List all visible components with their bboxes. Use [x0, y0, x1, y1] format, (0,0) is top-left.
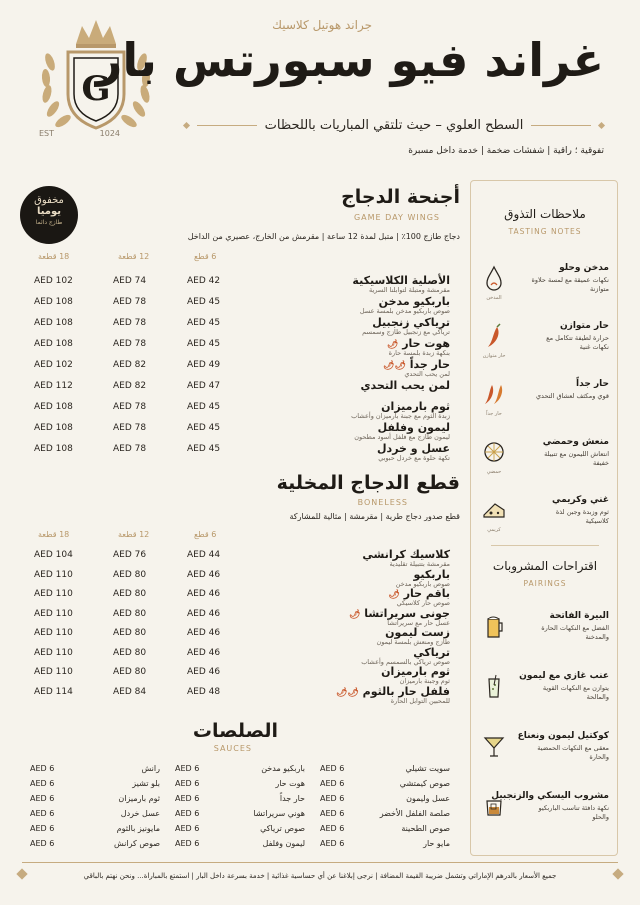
tasting-note	[477, 321, 609, 379]
menu-item-row	[30, 274, 450, 295]
price-12: AED 78	[113, 297, 147, 307]
price-18: AED 108	[34, 318, 73, 328]
item-name: باقم حار 🌶	[388, 587, 450, 600]
item-name: ثوم بارميزان	[381, 665, 450, 678]
price-12: AED 82	[113, 381, 147, 391]
sauce-name: هوني سريراتشا	[253, 809, 305, 818]
price-6: AED 46	[187, 608, 221, 619]
menu-item-row	[30, 587, 450, 608]
price-6: AED 47	[187, 381, 221, 391]
price-6: AED 45	[187, 444, 221, 454]
note-title: حار جداً	[576, 379, 609, 389]
item-name: ثوم بارميزان	[381, 400, 450, 413]
sauce-price: AED 6	[30, 839, 55, 848]
item-description: صوص ترياكي بالسمسم وأعشاب	[361, 657, 450, 666]
menu-item-row	[30, 646, 450, 667]
pairing-description: يتوازن مع النكهات القوية والمالحة	[542, 684, 609, 701]
price-18: AED 112	[34, 381, 73, 391]
price-12: AED 80	[113, 628, 147, 638]
item-name: باربكيو مدخن	[378, 295, 450, 308]
price-6: AED 46	[187, 647, 221, 658]
menu-item-row	[30, 421, 450, 442]
price-18: AED 108	[34, 402, 73, 412]
price-18: AED 102	[34, 360, 73, 370]
sauce-name: صوص ترياكي	[260, 824, 305, 833]
sauce-name: مايو حار	[423, 839, 450, 848]
price-18: AED 110	[34, 569, 73, 580]
sauce-price: AED 6	[175, 839, 200, 848]
menu-item-row	[30, 358, 450, 379]
price-12: AED 78	[113, 339, 147, 349]
chili-icon: 🌶	[348, 609, 361, 620]
sauce-name: ليمون وفلفل	[262, 839, 305, 848]
sauce-price: AED 6	[320, 824, 345, 833]
sauce-name: ثوم بارميزان	[118, 794, 160, 803]
sauces-title: الصلصات	[192, 720, 278, 742]
menu-item-row	[30, 316, 450, 337]
pairing-description: معقى مع النكهات الحمضية والحارة	[537, 744, 609, 761]
beer-glass-icon	[481, 611, 507, 641]
col-head-12: 12 قطعة	[118, 530, 150, 539]
menu-item-row	[30, 685, 450, 706]
tagline: السطح العلوي – حيث تلتقي المباريات باللحظات	[264, 118, 524, 133]
sauce-name: باربكيو مدخن	[261, 764, 305, 773]
item-description: مقرمشة بتتبيلة تقليدية	[389, 560, 450, 568]
cheese-icon	[481, 495, 507, 525]
item-name: لمن يحب التحدي	[360, 379, 450, 392]
smoke-drop-icon	[481, 263, 507, 293]
chili-icon: 🌶	[386, 340, 399, 350]
sauce-price: AED 6	[320, 779, 345, 788]
item-description: ثوم وجبنة بارميزان	[399, 677, 450, 685]
note-description: انتعاش الليمون مع تتبيلة خفيفة	[544, 450, 609, 467]
item-description: للمحبين التوابل الحارة	[390, 696, 450, 705]
brand-subtitle: جراند هوتيل كلاسيك	[272, 18, 372, 32]
price-12: AED 78	[113, 423, 147, 433]
col-head-12: 12 قطعة	[118, 252, 150, 261]
item-name: جونى سريراتشا 🌶	[348, 606, 450, 620]
sauce-name: هوت حار	[275, 779, 305, 788]
price-18: AED 108	[34, 339, 73, 349]
sauce-price: AED 6	[30, 809, 55, 818]
soda-glass-icon	[481, 671, 507, 701]
chili-icon: 🌶🌶	[383, 361, 406, 371]
menu-item-row	[30, 548, 450, 569]
sauce-item	[175, 839, 305, 853]
menu-item-row	[30, 379, 450, 400]
item-description: ليمون طازج مع فلفل أسود مطحون	[354, 433, 450, 441]
sauce-item	[30, 824, 160, 838]
sauces-subtitle: SAUCES	[213, 744, 252, 753]
item-name: فلفل حار بالثوم 🌶🌶	[335, 684, 450, 698]
menu-item-row	[30, 295, 450, 316]
price-6: AED 45	[187, 297, 221, 307]
sauce-name: عسل وليمون	[406, 794, 450, 803]
whisky-glass-icon	[481, 791, 507, 821]
menu-item-row	[30, 665, 450, 686]
item-description: صوص باربكيو مدخن بلمسة عسل	[359, 307, 450, 315]
icon-label: حمضي	[486, 469, 502, 475]
sauce-item	[320, 764, 450, 778]
boneless-subtitle: BONELESS	[357, 498, 408, 507]
sauce-item	[320, 779, 450, 793]
tasting-note	[477, 437, 609, 495]
price-18: AED 108	[34, 423, 73, 433]
ornament-icon	[183, 122, 190, 129]
divider	[531, 125, 591, 126]
price-6: AED 45	[187, 423, 221, 433]
item-name: حار جداً 🌶🌶	[383, 358, 450, 371]
tasting-title: ملاحظات التذوق	[504, 207, 586, 221]
item-name: عسل و خردل	[377, 442, 450, 455]
price-18: AED 102	[34, 276, 73, 286]
pairing-title: عنب غازي مع ليمون	[519, 671, 609, 681]
sauce-price: AED 6	[175, 764, 200, 773]
note-title: حار متوازن	[559, 321, 609, 331]
item-name: هوت حار 🌶	[386, 337, 450, 350]
price-12: AED 78	[113, 402, 147, 412]
sauce-name: صوص كرانش	[113, 839, 160, 848]
badge-line-3: طازج دائما	[35, 219, 63, 226]
sauce-price: AED 6	[30, 794, 55, 803]
wings-title: أجنحة الدجاج	[341, 186, 460, 208]
chili-icon	[481, 321, 507, 351]
sauce-price: AED 6	[175, 779, 200, 788]
price-18: AED 110	[34, 628, 73, 638]
price-12: AED 80	[113, 667, 147, 677]
crest-year: 1024	[99, 129, 120, 138]
sauce-price: AED 6	[320, 764, 345, 773]
pairing-item	[477, 791, 609, 849]
boneless-description: قطع صدور دجاج طرية | مقرمشة | مثالية للمشاركة	[289, 512, 460, 521]
sauce-item	[320, 824, 450, 838]
item-name: الأصلية الكلاسيكية	[352, 274, 450, 287]
item-description: طازج ومنعش بلمسة ليمون	[376, 638, 450, 646]
note-description: ثوم وزبدة وجبن لذة كلاسيكية	[555, 508, 609, 525]
features-strip: تفوقية ؛ راقية | شفشات ضخمة | خدمة داخل مسبرة	[408, 146, 604, 156]
price-18: AED 110	[34, 608, 73, 619]
sauce-price: AED 6	[175, 824, 200, 833]
sauce-name: سويت تشيلي	[405, 764, 450, 773]
chili-icon: 🌶	[388, 590, 400, 600]
icon-label: كريمي	[487, 527, 501, 533]
price-12: AED 84	[113, 686, 147, 697]
sauce-price: AED 6	[30, 779, 55, 788]
item-description: ترياكي مع زنجبيل طازج وسمسم	[362, 328, 450, 336]
sauce-item	[30, 779, 160, 793]
item-description: صوص باربكيو مدخن	[395, 579, 450, 588]
pairing-title: كوكتيل ليمون ونعناع	[517, 731, 609, 741]
sauce-name: بلو تشيز	[132, 779, 160, 788]
sauce-name: صوص كيمتشي	[399, 779, 450, 788]
price-6: AED 45	[187, 318, 221, 328]
sauce-name: مايونيز بالثوم	[116, 824, 160, 833]
footer-note: جميع الأسعار بالدرهم الإماراتي وتشمل ضريبة القيمة المضافة | نرجى إبلاغنا عن أي حساسية غذائية | خدمة بسرعة داخل البار | استمتع بالمباراة... ونحن نهتم بالباقي	[83, 872, 557, 880]
pairing-description: الفضل مع النكهات الحارة والمدخنة	[541, 624, 609, 641]
note-title: غني وكريمي	[551, 495, 609, 505]
ornament-icon	[598, 122, 605, 129]
sauce-item	[320, 794, 450, 808]
sauce-item	[175, 824, 305, 838]
price-18: AED 110	[34, 667, 73, 677]
sauce-item	[30, 839, 160, 853]
tagline-row	[184, 118, 604, 133]
price-6: AED 48	[187, 686, 221, 697]
price-12: AED 80	[113, 608, 147, 619]
price-6: AED 46	[187, 569, 221, 580]
item-name: كلاسيك كرانشي	[362, 548, 450, 561]
item-description: مقرمشة ومتبلة لتوابلنا السرية	[369, 286, 450, 294]
sauce-name: صوص الطحينة	[401, 824, 450, 833]
divider	[197, 125, 257, 126]
pairings-subtitle: PAIRINGS	[523, 579, 567, 588]
sauce-name: حار جداً	[279, 794, 305, 803]
price-12: AED 80	[113, 569, 147, 580]
boneless-title: قطع الدجاج المخلية	[276, 472, 460, 494]
cocktail-glass-icon	[481, 731, 507, 761]
divider	[491, 545, 599, 546]
sauce-item	[175, 794, 305, 808]
item-description: عسل حار مع سريراتشا	[387, 618, 450, 627]
citrus-icon	[481, 437, 507, 467]
menu-item-row	[30, 337, 450, 358]
sauce-item	[175, 764, 305, 778]
sauce-price: AED 6	[30, 764, 55, 773]
price-6: AED 46	[187, 628, 221, 638]
note-description: قوي ومكثف لعشاق التحدي	[535, 392, 609, 400]
pairing-title: مشروب اليسكي والزنجبيل	[491, 791, 609, 801]
price-18: AED 108	[34, 297, 73, 307]
pairing-item	[477, 611, 609, 669]
sauce-name: صلصة الفلفل الأخضر	[379, 809, 450, 818]
sauce-item	[175, 809, 305, 823]
sauce-price: AED 6	[175, 809, 200, 818]
price-6: AED 42	[187, 276, 221, 286]
chili-icon: 🌶🌶	[335, 687, 359, 698]
note-description: نكهات عميقة مع لمسة حلاوة متوازنة	[531, 276, 609, 293]
icon-label: حار جداً	[486, 411, 502, 417]
price-12: AED 74	[113, 276, 147, 286]
price-12: AED 78	[113, 444, 147, 454]
sauce-item	[175, 779, 305, 793]
price-18: AED 114	[34, 686, 73, 697]
price-18: AED 104	[34, 550, 73, 560]
fresh-daily-badge	[20, 186, 78, 244]
side-panel	[470, 180, 618, 856]
icon-label: حار متوازن	[482, 353, 506, 359]
sauce-item	[320, 809, 450, 823]
price-12: AED 76	[113, 550, 147, 560]
sauce-price: AED 6	[175, 794, 200, 803]
price-12: AED 78	[113, 318, 147, 328]
col-head-18: 18 قطعة	[38, 530, 70, 539]
note-description: حرارة لطيفة تتكامل مع نكهات غنية	[546, 334, 609, 351]
pairing-item	[477, 671, 609, 729]
price-12: AED 80	[113, 647, 147, 658]
pairing-title: البيرة الفاتحة	[549, 611, 609, 621]
price-6: AED 49	[187, 360, 221, 370]
wings-subtitle: GAME DAY WINGS	[353, 213, 440, 222]
item-description: لمن يحب التحدي	[404, 370, 450, 378]
item-name: زست ليمون	[385, 626, 450, 639]
sauce-price: AED 6	[320, 839, 345, 848]
col-head-6: 6 قطع	[194, 530, 217, 539]
sauce-price: AED 6	[320, 809, 345, 818]
crest-est: EST	[38, 129, 54, 138]
brand-title: غراند فيو سبورتس بار	[95, 33, 604, 87]
badge-line-1: مخفوق	[34, 195, 64, 206]
pairing-description: نكهة دافئة تناسب الباربكيو والحلو	[538, 804, 609, 821]
price-18: AED 108	[34, 444, 73, 454]
menu-item-row	[30, 442, 450, 463]
sauce-item	[320, 839, 450, 853]
item-name: باربكيو	[413, 567, 450, 581]
menu-item-row	[30, 626, 450, 647]
menu-item-row	[30, 607, 450, 628]
price-6: AED 45	[187, 402, 221, 412]
item-name: ترياكي	[413, 645, 450, 659]
col-head-18: 18 قطعة	[38, 252, 70, 261]
pairing-item	[477, 731, 609, 789]
price-6: AED 46	[187, 589, 221, 599]
sauce-item	[30, 764, 160, 778]
menu-item-row	[30, 400, 450, 421]
price-12: AED 82	[113, 360, 147, 370]
sauce-item	[30, 809, 160, 823]
item-description: بنكهة زبدة بلمسة حارة	[388, 349, 450, 357]
item-description: تكهة حلوة مع خردل حبوبي	[378, 454, 450, 462]
note-title: مدخن وحلو	[559, 263, 609, 273]
sauce-name: رانش	[141, 764, 160, 773]
item-description: زبدة الثوم مع جبنة بارميزان وأعشاب	[351, 412, 450, 420]
sauce-name: عسل خردل	[120, 809, 160, 818]
note-title: منعش وحمضي	[542, 437, 609, 447]
crest-letter: G	[81, 69, 111, 109]
menu-item-row	[30, 568, 450, 589]
badge-line-2: يوميا	[36, 206, 62, 217]
footer-divider	[22, 862, 618, 863]
pairings-title: اقتراحات المشروبات	[492, 559, 598, 573]
tasting-note	[477, 263, 609, 321]
price-6: AED 46	[187, 667, 221, 677]
double-chili-icon	[481, 379, 507, 409]
item-name: ترياكي زنجبيل	[372, 316, 450, 329]
sauce-item	[30, 794, 160, 808]
col-head-6: 6 قطع	[194, 252, 217, 261]
sauce-price: AED 6	[320, 794, 345, 803]
tasting-note	[477, 379, 609, 437]
price-6: AED 45	[187, 339, 221, 349]
item-name: ليمون وفلفل	[377, 421, 450, 434]
tasting-subtitle: TASTING NOTES	[508, 227, 582, 236]
price-6: AED 44	[187, 550, 221, 560]
price-18: AED 110	[34, 589, 73, 599]
price-18: AED 110	[34, 647, 73, 658]
sauce-price: AED 6	[30, 824, 55, 833]
price-12: AED 80	[113, 589, 147, 599]
wings-description: دجاج طازج 100٪ | متبل لمدة 12 ساعة | مقرمش من الخارج، عصيري من الداخل	[187, 232, 460, 241]
item-description: صوص حار كلاسيكي	[396, 599, 450, 607]
icon-label: المدخن	[486, 295, 502, 301]
